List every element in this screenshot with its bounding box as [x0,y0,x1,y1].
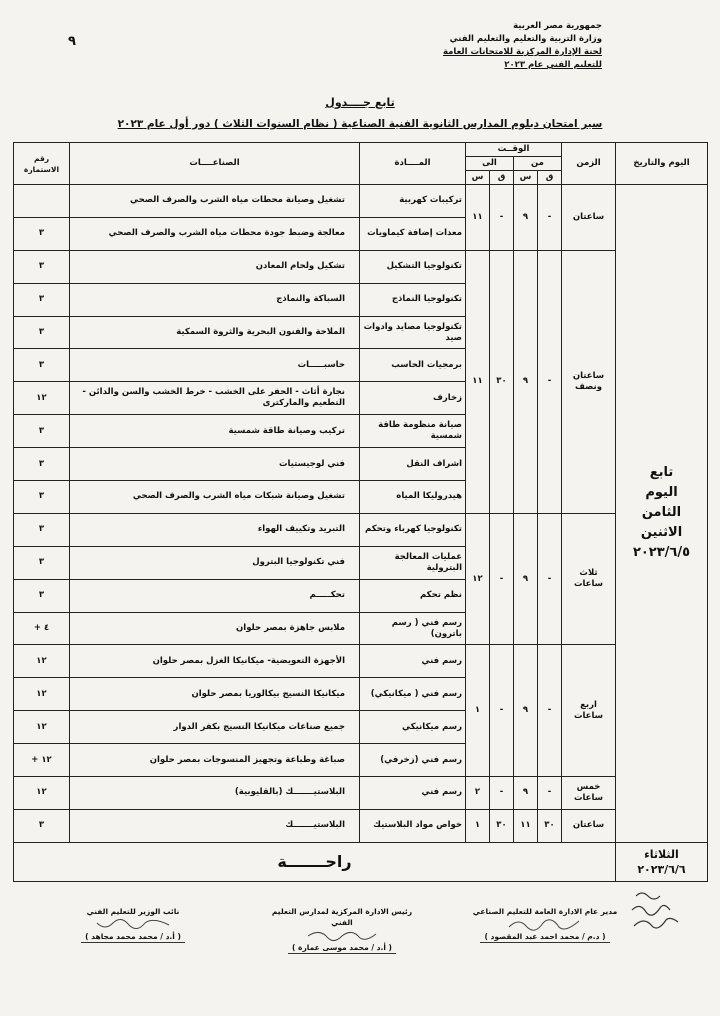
col-day: اليوم والتاريخ [616,143,708,185]
col-subject: المــــادة [360,143,466,185]
industry-cell: السباكة والنماذج [70,283,360,316]
signature-block [470,906,620,943]
table-row [14,842,708,881]
form-cell: ٣ [14,809,70,842]
subject-cell: تكنولوجيا التشكيل [360,250,466,283]
industry-cell: فني تكنولوجيا البترول [70,546,360,579]
col-to-q: ق [490,171,514,185]
ministry-header [372,20,602,72]
to-q-cell: - [490,645,514,777]
subject-cell: نظم تحكم [360,579,466,612]
table-row [14,185,708,218]
col-form: رقم الاستمارة [14,143,70,185]
signature-block [262,906,422,954]
subject-cell: برمجيات الحاسب [360,349,466,382]
to-s-cell: ٢ [466,777,490,810]
from-q-cell: - [538,250,562,513]
form-cell: ١٢ [14,645,70,678]
page-title: تابع جــــدول [325,96,395,109]
form-cell: ٣ [14,513,70,546]
from-s-cell: ٩ [514,777,538,810]
signature-role: مدير عام الادارة العامة للتعليم الصناعي [472,907,618,916]
industry-cell: فني لوجيستيات [70,448,360,481]
duration-cell: ثلاث ساعات [562,513,616,645]
col-time: الوقــت [466,143,562,157]
col-from-s: س [514,171,538,185]
form-cell: ٣ [14,217,70,250]
col-from-q: ق [538,171,562,185]
to-q-cell: - [490,513,514,645]
day-cell: تابع اليوم الثامن الاثنين ٢٠٢٣/٦/٥ [616,185,708,843]
duration-cell: خمس ساعات [562,777,616,810]
industry-cell: ميكانيكا النسيج بيكالوريا بمصر حلوان [70,678,360,711]
from-q-cell: - [538,513,562,645]
to-s-cell: ١١ [466,185,490,251]
industry-cell: التبريد وتكييف الهواء [70,513,360,546]
table-row [14,513,708,546]
to-q-cell: ٣٠ [490,809,514,842]
subject-cell: تكنولوجيا مصايد وادوات صيد [360,316,466,349]
header-line: جمهورية مصر العربية [513,21,602,31]
table-row [14,809,708,842]
form-cell: ٣ [14,283,70,316]
table-row [14,645,708,678]
col-to-s: س [466,171,490,185]
industry-cell: الملاحة والفنون البحرية والثروة السمكية [70,316,360,349]
industry-cell: تشغيل وصيانة شبكات مياه الشرب والصرف الصحي [70,481,360,514]
page-number: ٩ [68,34,76,49]
subject-cell: هيدروليكا المياه [360,481,466,514]
form-cell: ٤ + [14,612,70,645]
from-q-cell: - [538,185,562,251]
subject-cell: رسم ميكانيكي [360,711,466,744]
subject-cell: رسم فني ( ميكانيكي) [360,678,466,711]
col-from: من [514,157,562,171]
industry-cell: تحكـــــم [70,579,360,612]
to-q-cell: ٣٠ [490,250,514,513]
industry-cell: تشكيل ولحام المعادن [70,250,360,283]
form-cell: ٣ [14,448,70,481]
signature-scribble [58,917,208,931]
col-to: الى [466,157,514,171]
form-cell: ٣ [14,481,70,514]
from-s-cell: ٩ [514,645,538,777]
signature-name: ( د.م / محمد احمد عبد المقصود ) [480,931,609,943]
duration-cell: ساعتان [562,809,616,842]
subject-cell: رسم فني (زخرفي) [360,744,466,777]
from-s-cell: ٩ [514,185,538,251]
form-cell: ٣ [14,250,70,283]
from-s-cell: ٩ [514,513,538,645]
page-subtitle: سير امتحان دبلوم المدارس الثانوية الفنية الصناعية ( نظام السنوات الثلاث ) دور أول عام ٢٠٢٣ [117,118,603,130]
signature-role: نائب الوزير للتعليم الفني [86,907,180,916]
subject-cell: صيانة منظومة طاقة شمسية [360,415,466,448]
form-cell: ٣ [14,546,70,579]
table-row [14,250,708,283]
subject-cell: معدات إضافة كيماويات [360,217,466,250]
to-q-cell: - [490,777,514,810]
from-s-cell: ٩ [514,250,538,513]
from-s-cell: ١١ [514,809,538,842]
signature-name: ( أ.د / محمد محمد مجاهد ) [81,931,185,943]
form-cell: ١٢ [14,678,70,711]
industry-cell: حاسبـــــات [70,349,360,382]
industry-cell: ملابس جاهزة بمصر حلوان [70,612,360,645]
signature-name: ( أ.د / محمد موسى عمارة ) [288,942,396,954]
subject-cell: زخارف [360,382,466,415]
header-line: لجنة الإدارة المركزية للامتحانات العامة [442,47,602,57]
to-s-cell: ١٢ [466,513,490,645]
subject-cell: تركيبات كهربية [360,185,466,218]
signature-scribble [262,928,422,942]
form-cell [14,185,70,218]
header-line: للتعليم الفني عام ٢٠٢٣ [504,60,602,70]
subject-cell: رسم فني [360,777,466,810]
to-q-cell: - [490,185,514,251]
industry-cell: الأجهزة التعويضية- ميكانيكا الغزل بمصر حلوان [70,645,360,678]
to-s-cell: ١١ [466,250,490,513]
from-q-cell: - [538,777,562,810]
table-row [14,777,708,810]
signature-block [58,906,208,943]
form-cell: ٣ [14,579,70,612]
subject-cell: رسم فني [360,645,466,678]
form-cell: ١٢ [14,777,70,810]
industry-cell: البلاستيـــــــك [70,809,360,842]
industry-cell: جميع صناعات ميكانيكا النسيج بكفر الدوار [70,711,360,744]
industry-cell: تركيب وصيانة طاقة شمسية [70,415,360,448]
signature-scribble [470,917,620,931]
industry-cell: صباغة وطباعة وتجهيز المنسوجات بمصر حلوان [70,744,360,777]
form-cell: ٣ [14,349,70,382]
duration-cell: ساعتان [562,185,616,251]
subject-cell: تكنولوجيا النماذج [360,283,466,316]
form-cell: ١٢ [14,711,70,744]
subject-cell: خواص مواد البلاستيك [360,809,466,842]
subject-cell: اشراف النقل [360,448,466,481]
form-cell: ١٢ + [14,744,70,777]
header-line: وزارة التربية والتعليم والتعليم الفني [449,34,602,44]
industry-cell: معالجة وضبط جودة محطات مياه الشرب والصرف الصحي [70,217,360,250]
to-s-cell: ١ [466,809,490,842]
to-s-cell: ١ [466,645,490,777]
exam-schedule-table [13,142,708,882]
from-q-cell: ٣٠ [538,809,562,842]
industry-cell: البلاستيـــــــك (بالقليوبية) [70,777,360,810]
duration-cell: اربع ساعات [562,645,616,777]
industry-cell: نجارة أثاث - الحفر على الخشب - خرط الخشب والسن والدائن - التطعيم والماركترى [70,382,360,415]
duration-cell: ساعتان ونصف [562,250,616,513]
form-cell: ١٢ [14,382,70,415]
col-duration: الزمن [562,143,616,185]
handwritten-signature [628,888,688,944]
day-cell: الثلاثاء ٢٠٢٣/٦/٦ [616,842,708,881]
col-industries: الصناعــــات [70,143,360,185]
form-cell: ٣ [14,415,70,448]
industry-cell: تشغيل وصيانة محطات مياه الشرب والصرف الصحي [70,185,360,218]
form-cell: ٣ [14,316,70,349]
rest-day-cell: راحـــــــة [14,842,616,881]
subject-cell: عمليات المعالجة البترولية [360,546,466,579]
from-q-cell: - [538,645,562,777]
subject-cell: رسم فني ( رسم باترون) [360,612,466,645]
signature-role: رئيس الادارة المركزية لمدارس التعليم الفني [271,907,413,927]
subject-cell: تكنولوجيا كهرباء وتحكم [360,513,466,546]
